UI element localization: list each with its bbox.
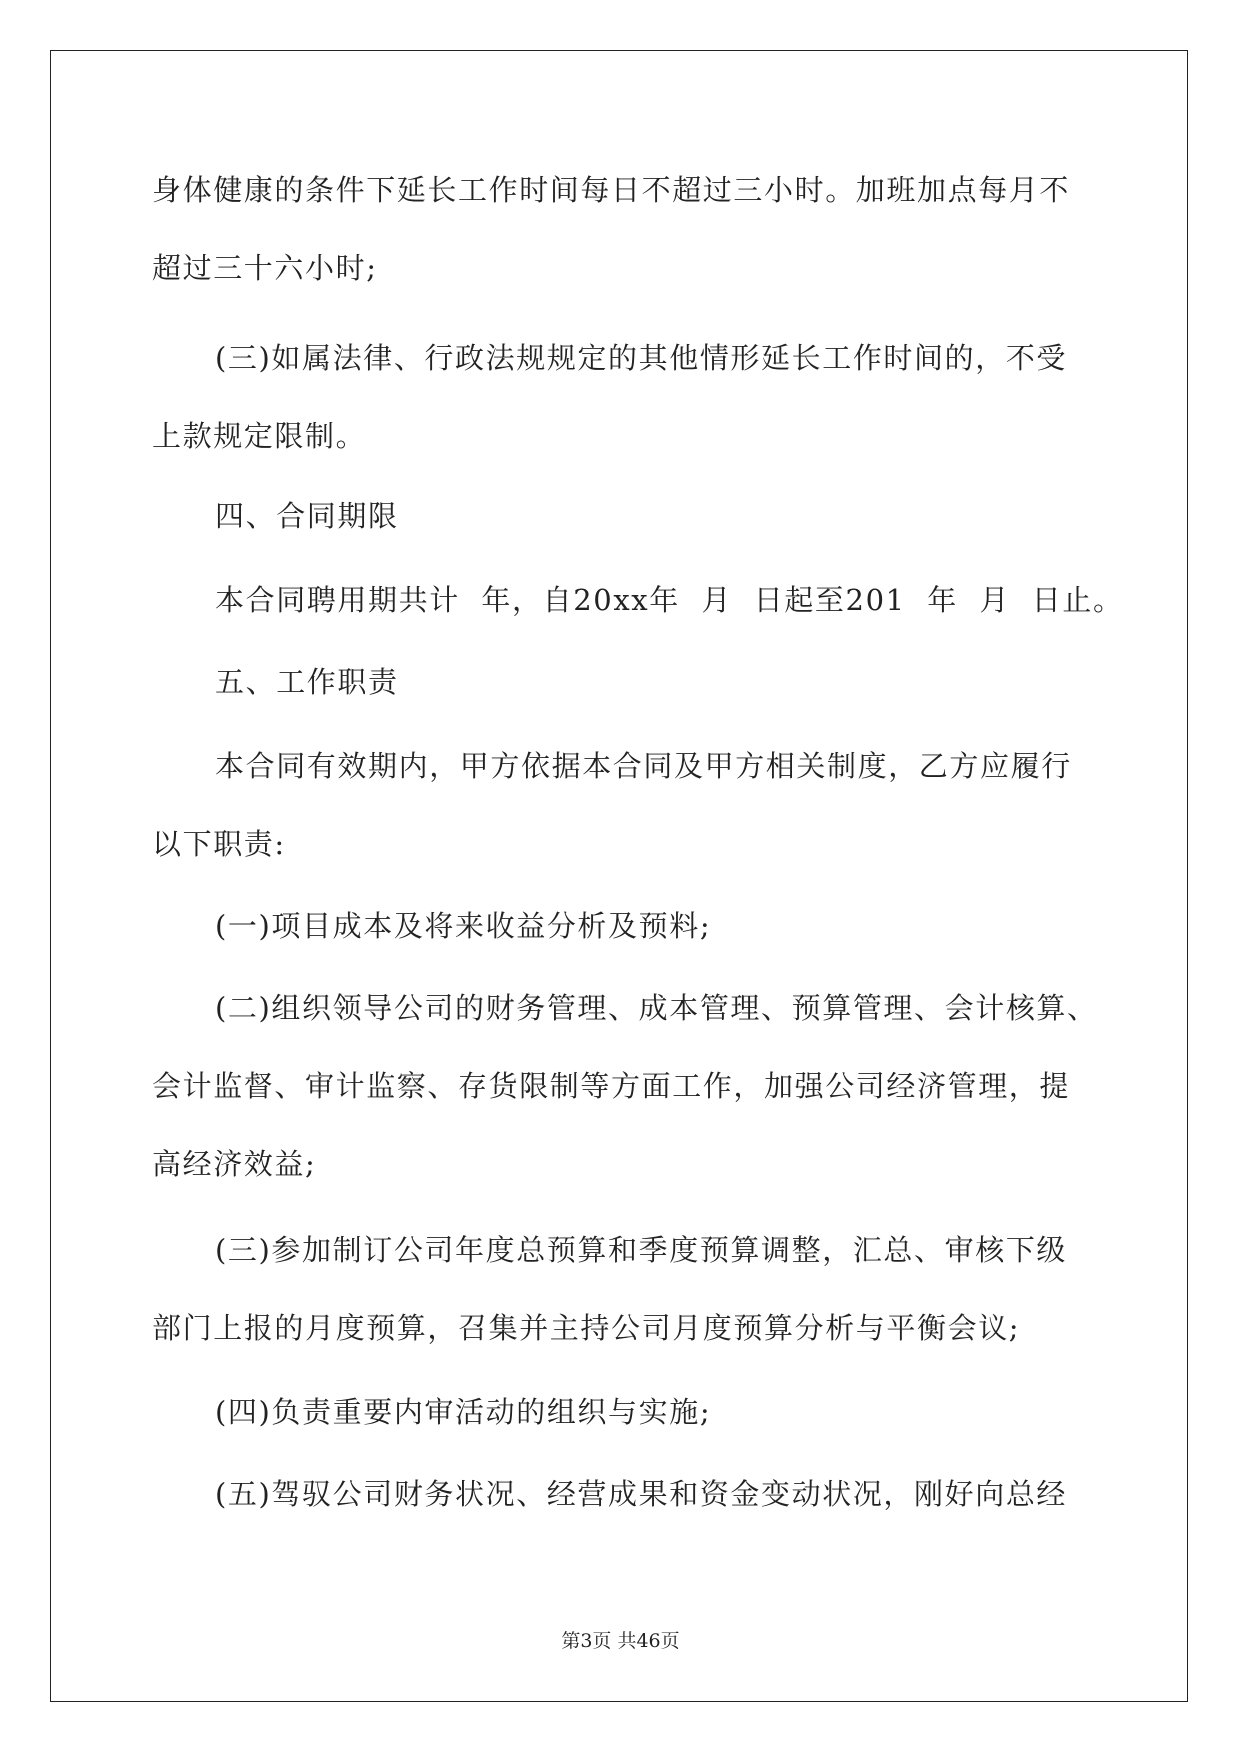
text-line: (五)驾驭公司财务状况、经营成果和资金变动状况，刚好向总经	[215, 1477, 1068, 1511]
text-line: 超过三十六小时;	[152, 251, 378, 285]
page-footer	[0, 1628, 1241, 1654]
text-line: 本合同聘用期共计 年，自20xx年 月 日起至201 年 月 日止。	[215, 583, 1124, 617]
text-line: 身体健康的条件下延长工作时间每日不超过三小时。加班加点每月不	[152, 173, 1071, 207]
text-line: 高经济效益;	[152, 1147, 317, 1181]
text-line: 部门上报的月度预算，召集并主持公司月度预算分析与平衡会议;	[152, 1311, 1021, 1345]
text-line: 以下职责:	[152, 827, 286, 861]
text-line: (四)负责重要内审活动的组织与实施;	[215, 1395, 712, 1429]
page-border	[50, 50, 1188, 1702]
text-line: (三)如属法律、行政法规规定的其他情形延长工作时间的，不受	[215, 341, 1068, 375]
section-heading: 五、工作职责	[215, 665, 399, 699]
text-line: 本合同有效期内，甲方依据本合同及甲方相关制度，乙方应履行	[215, 749, 1072, 783]
section-heading: 四、合同期限	[215, 499, 399, 533]
page-number: 第3页 共46页	[561, 1630, 680, 1652]
text-line: 上款规定限制。	[152, 419, 367, 453]
text-line: (三)参加制订公司年度总预算和季度预算调整，汇总、审核下级	[215, 1233, 1068, 1267]
text-line: (二)组织领导公司的财务管理、成本管理、预算管理、会计核算、	[215, 991, 1098, 1025]
text-line: (一)项目成本及将来收益分析及预料;	[215, 909, 712, 943]
text-line: 会计监督、审计监察、存货限制等方面工作，加强公司经济管理，提	[152, 1069, 1071, 1103]
